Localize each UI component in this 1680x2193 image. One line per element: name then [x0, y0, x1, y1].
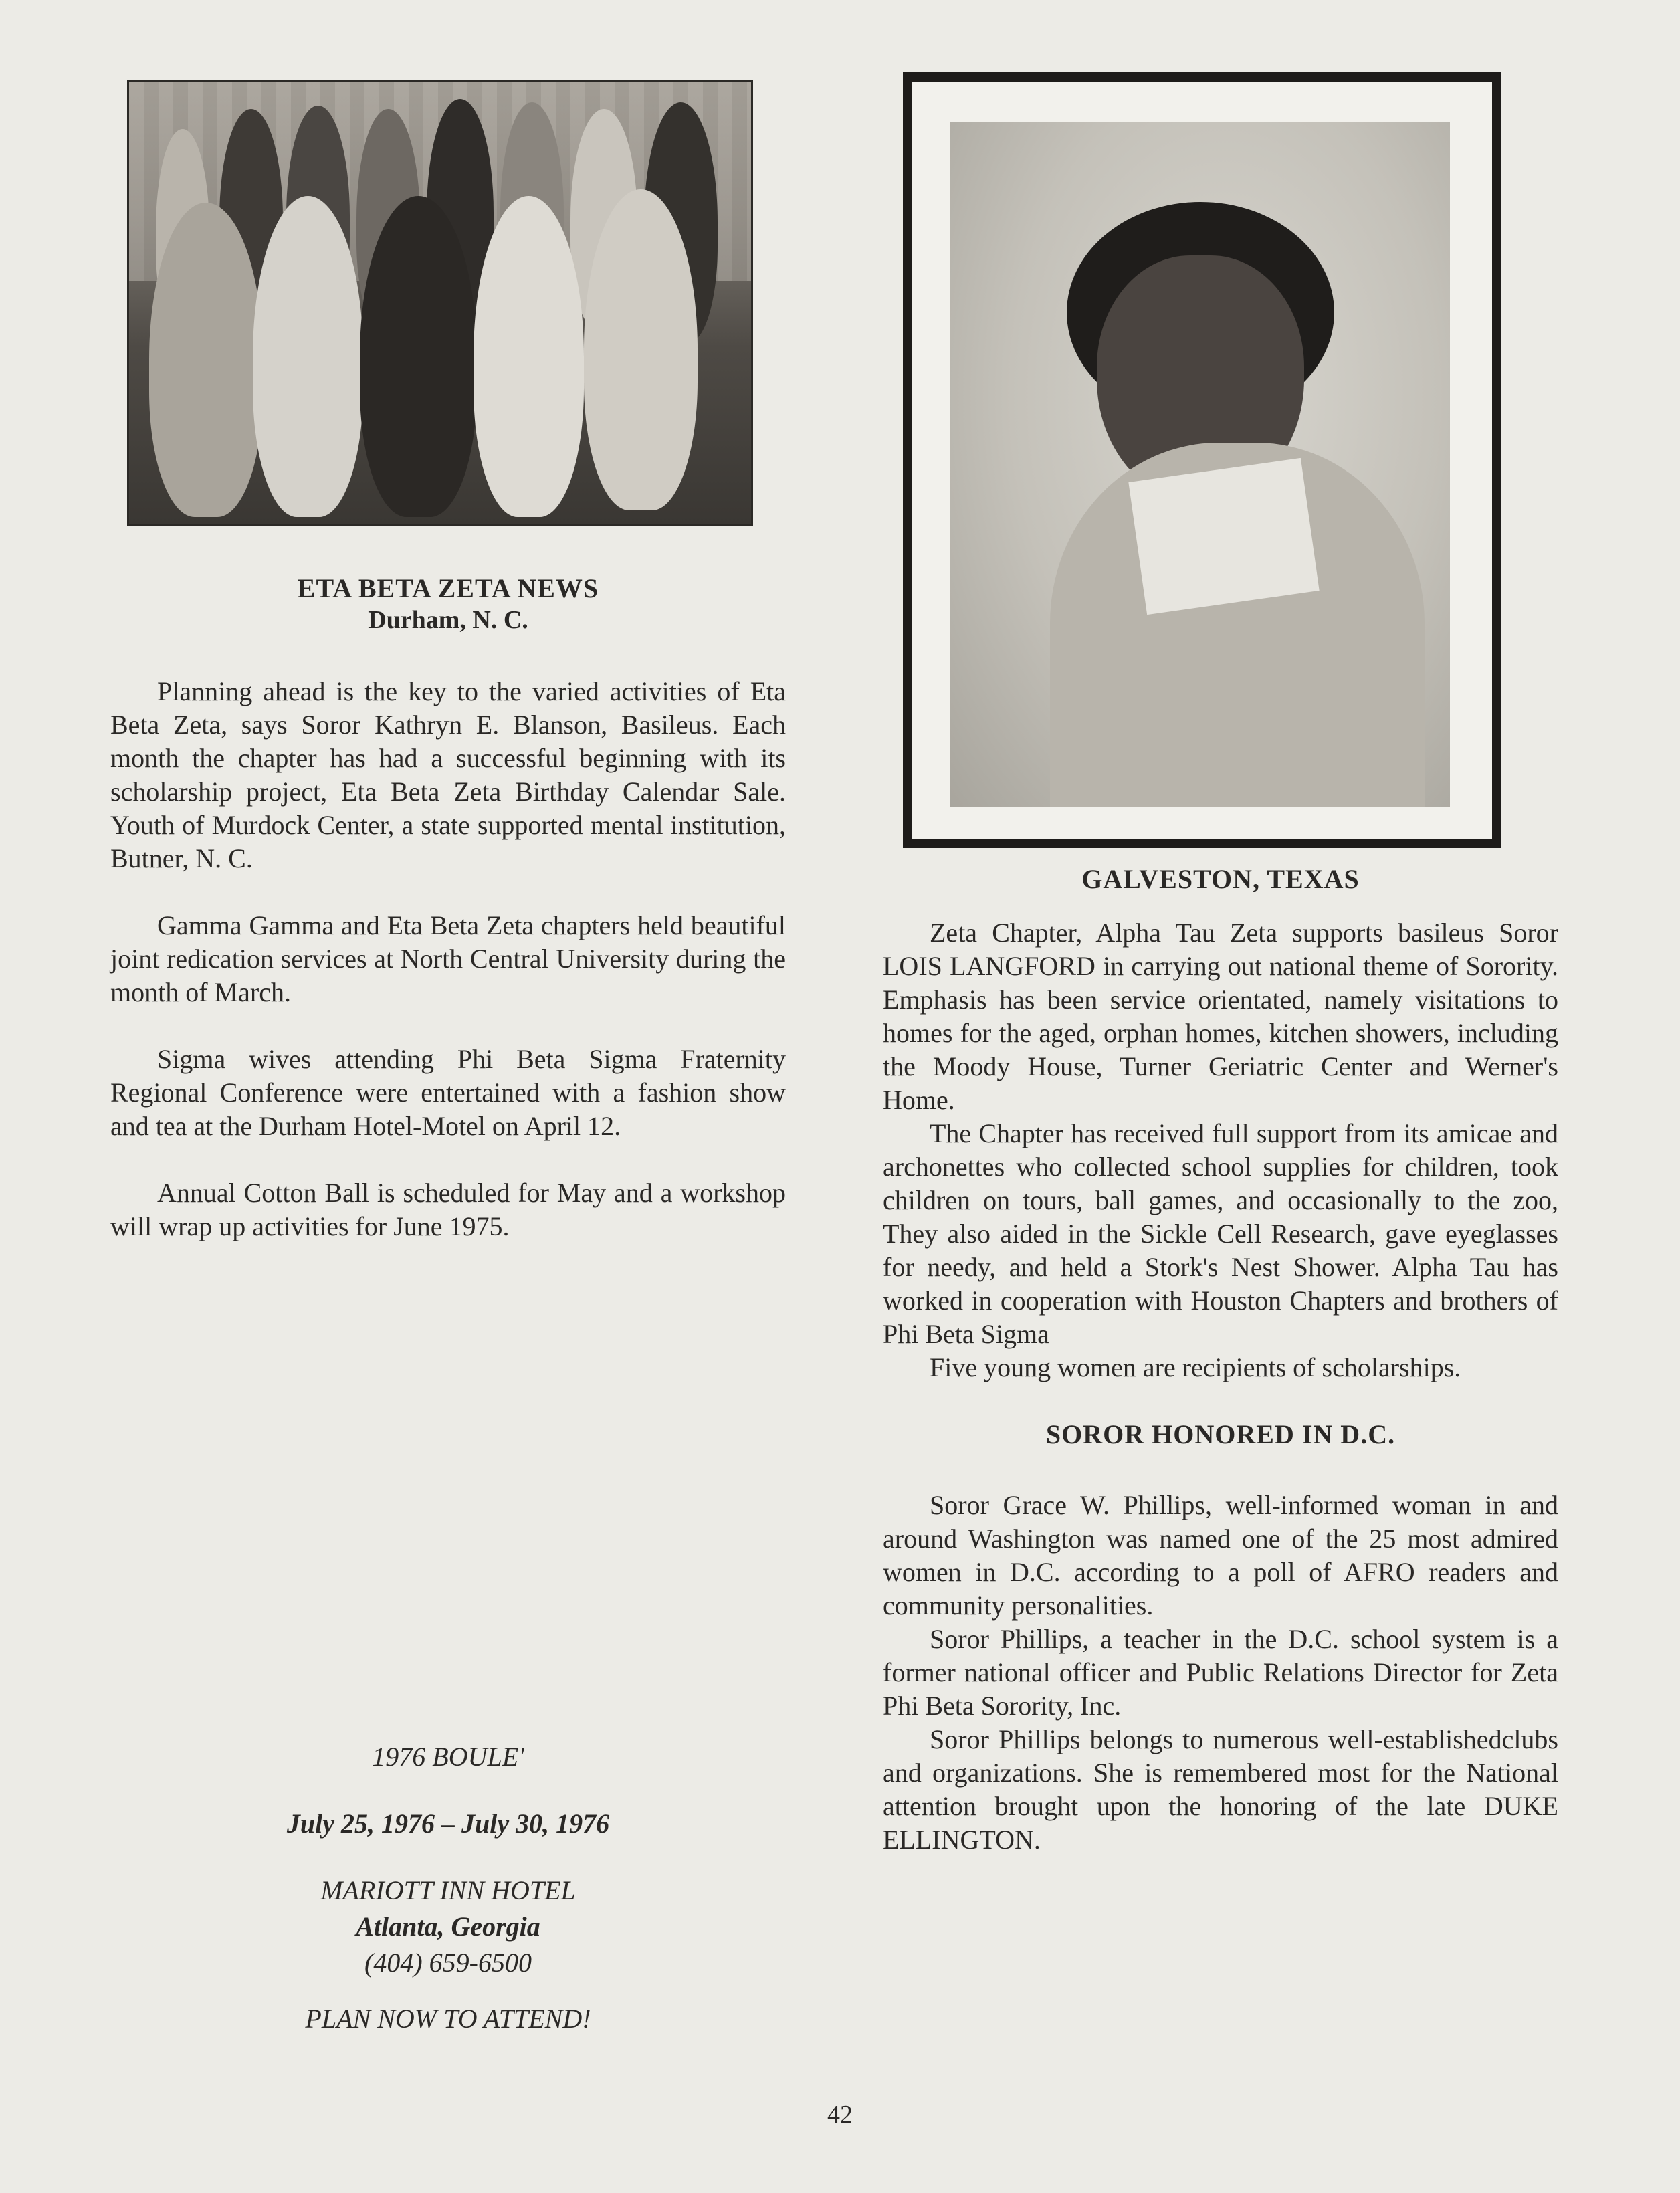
- portrait-frame: [903, 72, 1501, 848]
- left-paragraph: Sigma wives attending Phi Beta Sigma Fraternity Regional Conference were entertained with a fashion show and tea at the Durham Hotel-Motel on April 12.: [110, 1044, 786, 1141]
- galveston-heading: GALVESTON, TEXAS: [1081, 864, 1360, 894]
- right-paragraph: The Chapter has received full support from its amicae and archonettes who collected school supplies for children, took children on tours, ball games, and occasionally to the zoo, They also aided in the Sickle Cell Research, gave eyeglasses for needy, and held a Stork's Nest Shower. Alpha Tau has worked in cooperation with Houston Chapters and brothers of Phi Beta Sigma: [883, 1118, 1558, 1349]
- right-column: [883, 863, 1558, 1857]
- left-paragraph: Planning ahead is the key to the varied activities of Eta Beta Zeta, says Soror Kathryn E. Blanson, Basileus. Each month the chapter has had a successful beginning with its scholarship project, Eta Beta Zeta Birthday Calendar Sale. Youth of Murdock Center, a state supported mental institution, Butner, N. C.: [110, 676, 786, 873]
- portrait-photo: [950, 122, 1450, 807]
- soror-honored-heading: SOROR HONORED IN D.C.: [1045, 1419, 1396, 1449]
- eta-beta-zeta-heading: ETA BETA ZETA NEWS: [297, 573, 599, 603]
- left-column: [110, 572, 786, 1243]
- boule-cta: PLAN NOW TO ATTEND!: [305, 2004, 591, 2034]
- page-number: 42: [827, 2101, 853, 2129]
- right-paragraph: Soror Phillips, a teacher in the D.C. school system is a former national officer and Public Relations Director for Zeta Phi Beta Sorority, Inc.: [883, 1624, 1558, 1721]
- boule-hotel: MARIOTT INN HOTEL: [320, 1875, 576, 1905]
- left-paragraph: Gamma Gamma and Eta Beta Zeta chapters held beautiful joint redication services at North Central University during the month of March.: [110, 910, 786, 1007]
- right-paragraph: Soror Phillips belongs to numerous well-establishedclubs and organizations. She is remembered most for the National attention brought upon the honoring of the late DUKE ELLINGTON.: [883, 1724, 1558, 1855]
- durham-location: Durham, N. C.: [368, 606, 528, 634]
- left-paragraph: Annual Cotton Ball is scheduled for May and a workshop will wrap up activities for June 1975.: [110, 1178, 786, 1241]
- boule-title: 1976 BOULE': [372, 1742, 524, 1772]
- boule-phone: (404) 659-6500: [364, 1948, 532, 1978]
- boule-announcement: [110, 1739, 786, 2037]
- right-paragraph: Zeta Chapter, Alpha Tau Zeta supports basileus Soror LOIS LANGFORD in carrying out national theme of Sorority. Emphasis has been service orientated, namely visitations to homes for the aged, orphan homes, kitchen showers, including the Moody House, Turner Geriatric Center and Werner's Home.: [883, 918, 1558, 1115]
- boule-dates: July 25, 1976 – July 30, 1976: [286, 1808, 610, 1839]
- right-paragraph: Soror Grace W. Phillips, well-informed woman in and around Washington was named one of the 25 most admired women in D.C. according to a poll of AFRO readers and community personalities.: [883, 1490, 1558, 1621]
- right-paragraph: Five young women are recipients of scholarships.: [930, 1352, 1461, 1382]
- group-photo: [127, 80, 753, 526]
- boule-city: Atlanta, Georgia: [356, 1911, 540, 1942]
